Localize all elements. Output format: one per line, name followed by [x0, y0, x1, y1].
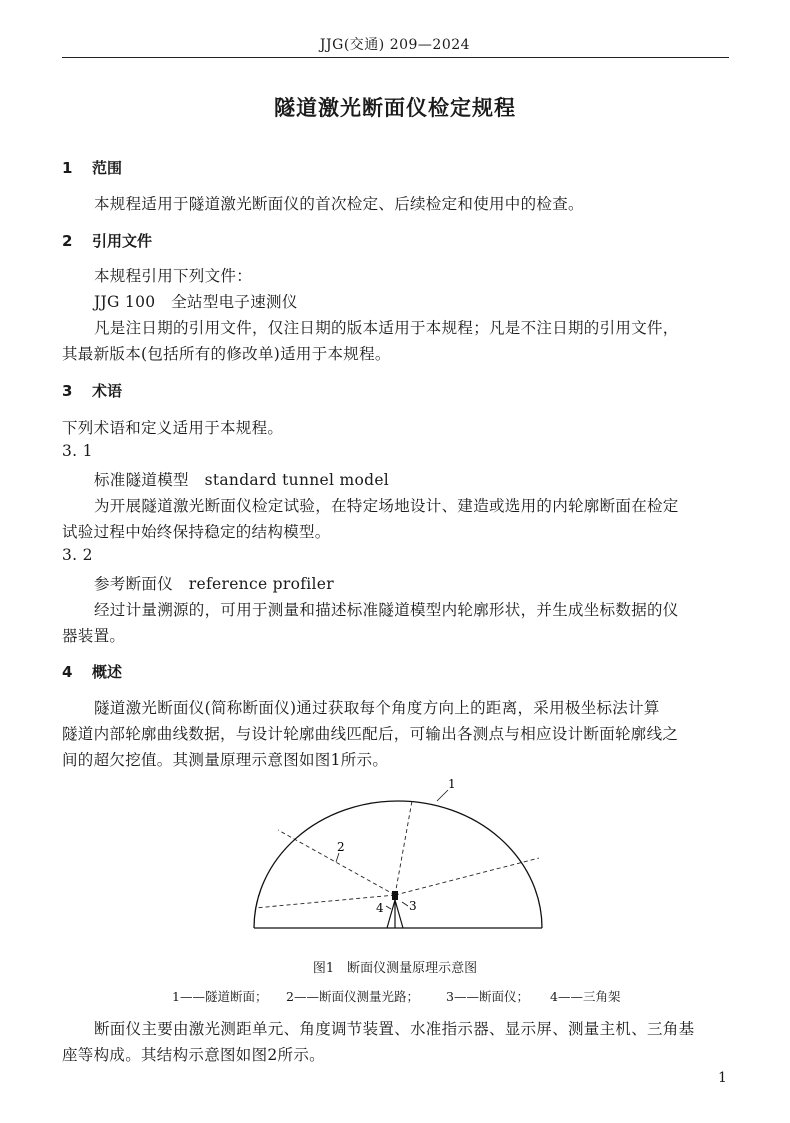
label-4: 4	[376, 901, 384, 915]
section-4-heading	[62, 661, 122, 682]
section-2-heading	[62, 230, 152, 251]
label-2-leader	[336, 853, 339, 862]
legend-item-3: 3——断面仪；	[446, 989, 529, 1004]
section-2-paragraph-line-2: 其最新版本(包括所有的修改单)适用于本规程。	[62, 345, 391, 363]
legend-item-4: 4——三角架	[550, 989, 621, 1004]
term-3-2-number: 3. 2	[62, 546, 93, 564]
tripod-leg	[387, 900, 395, 928]
laser-path-line	[395, 801, 412, 895]
section-2-paragraph-line-1: 凡是注日期的引用文件，仅注日期的版本适用于本规程；凡是不注日期的引用文件，	[94, 319, 679, 337]
term-3-2-definition-line-2: 器装置。	[62, 627, 126, 645]
section-3-intro: 下列术语和定义适用于本规程。	[62, 419, 284, 437]
section-number: 4	[62, 663, 73, 681]
label-3-leader	[402, 902, 408, 906]
term-3-1-number: 3. 1	[62, 442, 93, 460]
label-1: 1	[448, 777, 456, 791]
profiler-on-tripod	[387, 891, 403, 928]
document-title: 隧道激光断面仪检定规程	[274, 96, 516, 120]
section-4-paragraph-line-3: 间的超欠挖值。其测量原理示意图如图1所示。	[62, 751, 389, 769]
section-4-paragraph-2-line-1: 断面仪主要由激光测距单元、角度调节装置、水准指示器、显示屏、测量主机、三角基	[94, 1020, 695, 1038]
label-3: 3	[409, 899, 417, 913]
profiler-device	[392, 891, 398, 900]
section-title: 引用文件	[92, 232, 153, 250]
laser-path-line	[395, 858, 539, 895]
section-3-heading	[62, 380, 122, 401]
reference-document: JJG 100 全站型电子速测仪	[94, 293, 298, 311]
section-number: 1	[62, 159, 73, 177]
section-title: 术语	[92, 382, 123, 400]
section-2-intro: 本规程引用下列文件：	[94, 267, 253, 285]
section-number: 2	[62, 232, 73, 250]
term-3-1-name: 标准隧道模型 standard tunnel model	[94, 471, 390, 489]
term-3-2-name: 参考断面仪 reference profiler	[94, 575, 334, 593]
label-1-leader	[437, 790, 448, 801]
label-4-leader	[386, 906, 391, 909]
legend-item-1: 1——隧道断面；	[172, 989, 268, 1004]
section-title: 范围	[92, 159, 123, 177]
legend-item-2: 2——断面仪测量光路；	[286, 989, 419, 1004]
tripod-leg	[395, 900, 403, 928]
section-title: 概述	[92, 663, 123, 681]
section-4-paragraph-line-1: 隧道激光断面仪(简称断面仪)通过获取每个角度方向上的距离，采用极坐标法计算	[94, 699, 660, 717]
tunnel-profile-figure	[240, 776, 560, 936]
section-4-paragraph-line-2: 隧道内部轮廓曲线数据，与设计轮廓曲线匹配后，可输出各测点与相应设计断面轮廓线之	[62, 725, 679, 743]
label-2: 2	[337, 840, 345, 854]
laser-path-line	[255, 895, 395, 908]
figure-1-caption: 图1 断面仪测量原理示意图	[312, 961, 478, 976]
standard-code-header: JJG(交通) 209—2024	[319, 37, 471, 53]
header-divider	[62, 57, 729, 58]
term-3-2-definition-line-1: 经过计量溯源的，可用于测量和描述标准隧道模型内轮廓形状，并生成坐标数据的仪	[94, 601, 679, 619]
term-3-1-definition-line-2: 试验过程中始终保持稳定的结构模型。	[62, 523, 331, 541]
section-number: 3	[62, 382, 73, 400]
section-1-paragraph: 本规程适用于隧道激光断面仪的首次检定、后续检定和使用中的检查。	[94, 195, 584, 213]
term-3-1-definition-line-1: 为开展隧道激光断面仪检定试验，在特定场地设计、建造或选用的内轮廓断面在检定	[94, 497, 679, 515]
section-4-paragraph-2-line-2: 座等构成。其结构示意图如图2所示。	[62, 1046, 325, 1064]
section-1-heading	[62, 157, 122, 178]
page-number: 1	[718, 1070, 727, 1086]
